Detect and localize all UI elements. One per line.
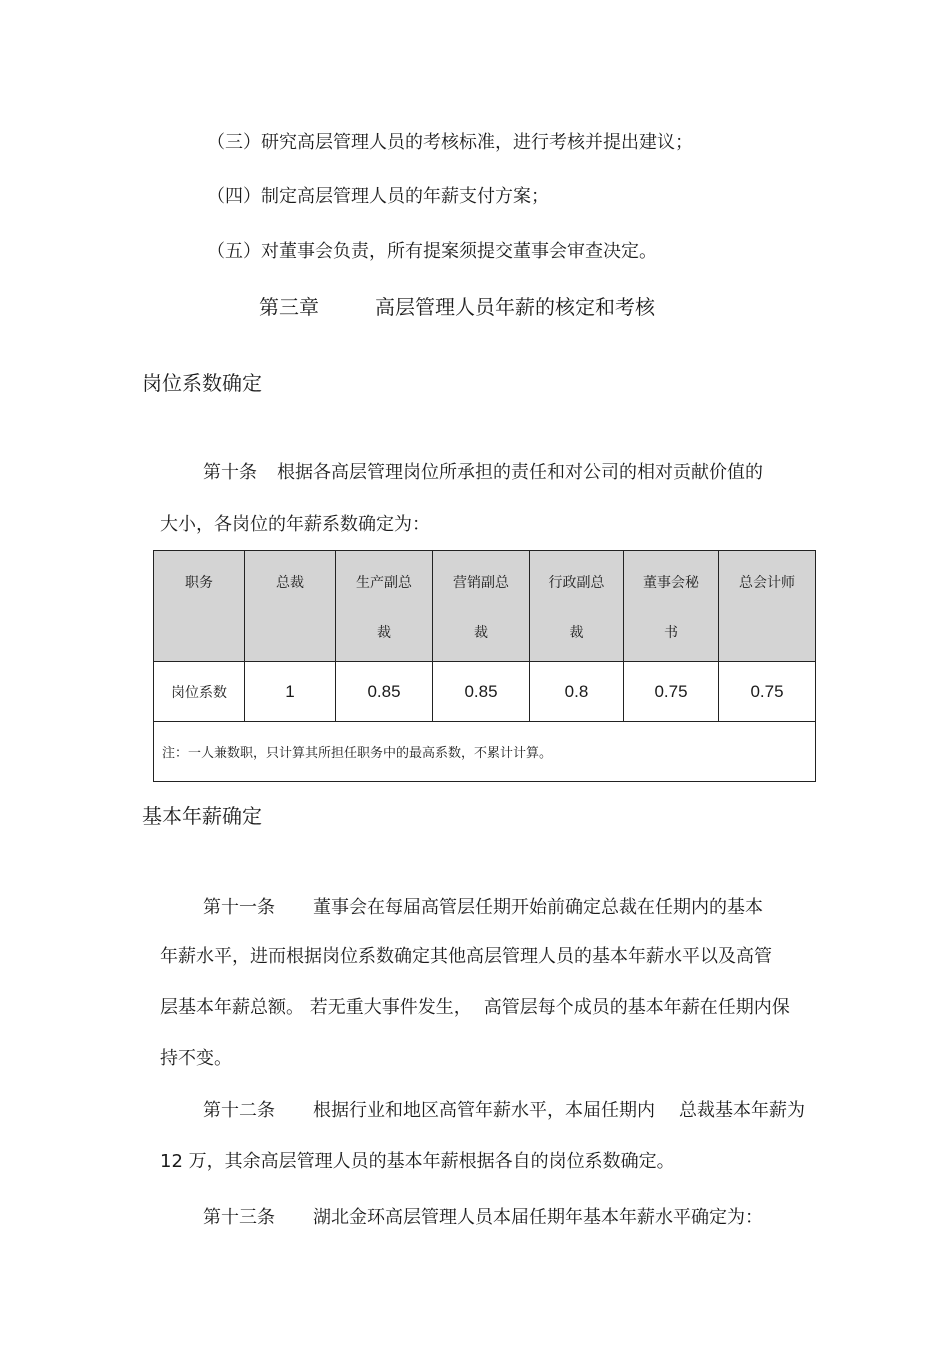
article-12-label: 第十二条 [203,1100,275,1121]
article-11-text: 董事会在每届高管层任期开始前确定总裁在任期内的基本 [313,897,763,918]
header-cell-line2: 裁 [569,625,584,641]
article-11 [203,896,763,920]
header-cell-line2: 书 [664,625,678,641]
row-label: 岗位系数 [154,662,245,722]
table-cell: 0.75 [719,662,816,722]
chapter-number: 第三章 [259,295,319,319]
article-12-text-b: 总裁基本年薪为 [679,1100,805,1121]
article-13-label: 第十三条 [203,1207,275,1228]
header-cell [624,551,719,662]
header-cell-line1: 生产副总 [356,575,412,591]
header-cell [530,551,624,662]
position-coefficient-table [153,550,816,782]
article-13-text: 湖北金环高层管理人员本届任期年基本年薪水平确定为： [313,1207,763,1228]
header-cell [719,551,816,662]
chapter-title [259,294,655,320]
table-header-row [154,551,816,662]
header-cell-line1: 总会计师 [739,575,795,591]
list-item-5: （五）对董事会负责，所有提案须提交董事会审查决定。 [207,241,657,262]
article-11-line3 [160,996,790,1020]
article-10-label: 第十条 [203,462,257,483]
section-heading-position-coefficient: 岗位系数确定 [142,371,262,395]
article-13 [203,1206,763,1230]
article-11-line2: 年薪水平，进而根据岗位系数确定其他高层管理人员的基本年薪水平以及高管 [160,946,772,967]
table-cell: 0.75 [624,662,719,722]
section-heading-base-salary: 基本年薪确定 [142,804,262,828]
article-11-label: 第十一条 [203,897,275,918]
article-11-line3a: 层基本年薪总额。 若无重大事件发生， [160,997,472,1018]
header-cell-line1: 营销副总 [453,575,509,591]
header-cell-line1: 行政副总 [548,575,605,591]
header-cell-line1: 董事会秘 [643,575,699,591]
table-cell: 1 [245,662,336,722]
list-item-4: （四）制定高层管理人员的年薪支付方案； [207,186,549,207]
article-12 [203,1099,805,1123]
header-cell-line1: 职务 [185,575,213,591]
header-cell-line1: 总裁 [276,575,304,591]
article-11-line3b: 高管层每个成员的基本年薪在任期内保 [483,997,790,1018]
header-cell [336,551,433,662]
article-11-line4: 持不变。 [160,1048,232,1069]
table-cell: 0.8 [530,662,624,722]
header-cell-line2: 裁 [474,625,488,641]
header-cell-line2: 裁 [377,625,391,641]
table-row [154,662,816,722]
chapter-name: 高层管理人员年薪的核定和考核 [375,295,655,319]
header-cell [245,551,336,662]
header-cell [154,551,245,662]
table-note-row [154,722,816,782]
article-12-text-a: 根据行业和地区高管年薪水平，本届任期内 [313,1100,655,1121]
table-cell: 0.85 [433,662,530,722]
table-cell: 0.85 [336,662,433,722]
article-12-line2: 12 万，其余高层管理人员的基本年薪根据各自的岗位系数确定。 [160,1151,675,1172]
table-note: 注：一人兼数职，只计算其所担任职务中的最高系数，不累计计算。 [154,722,816,782]
list-item-3: （三）研究高层管理人员的考核标准，进行考核并提出建议； [207,132,693,153]
article-10 [203,461,763,485]
header-cell [433,551,530,662]
article-10-continuation: 大小，各岗位的年薪系数确定为： [160,514,430,535]
article-10-text: 根据各高层管理岗位所承担的责任和对公司的相对贡献价值的 [277,462,763,483]
